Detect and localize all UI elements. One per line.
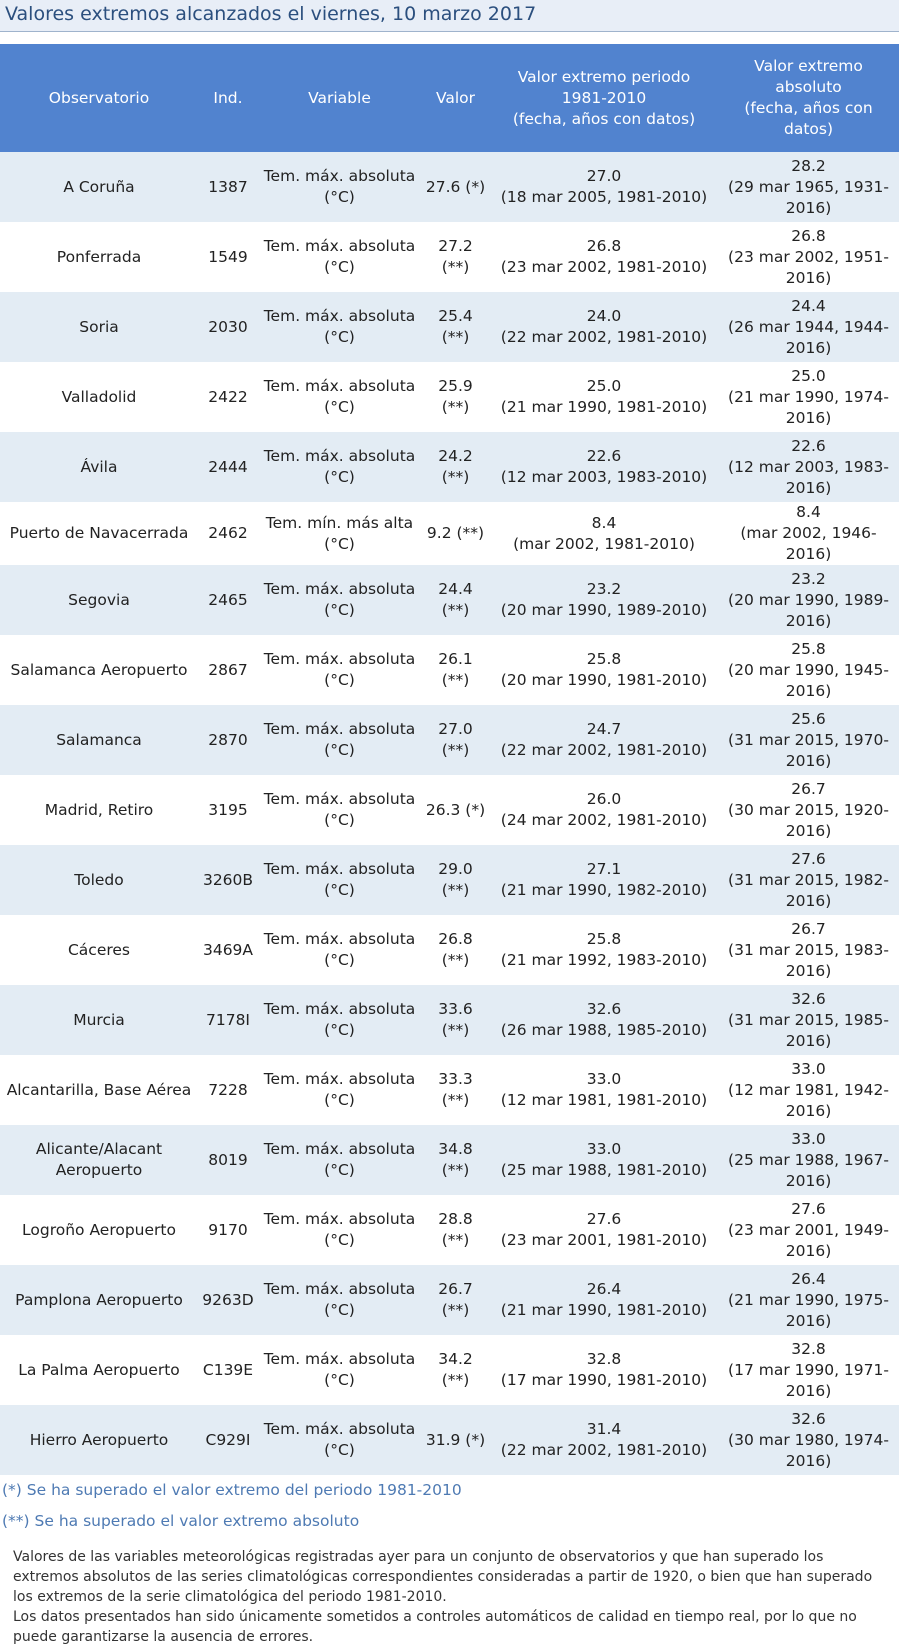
cell-observatorio: Segovia (0, 565, 198, 635)
cell-extremo-absoluto: 22.6 (12 mar 2003, 1983- 2016) (718, 432, 899, 502)
cell-ind: 2465 (198, 565, 258, 635)
cell-valor: 26.8 (**) (421, 915, 490, 985)
table-row (0, 1055, 899, 1125)
cell-observatorio: La Palma Aeropuerto (0, 1335, 198, 1405)
cell-variable: Tem. máx. absoluta (°C) (258, 1195, 421, 1265)
cell-extremo-absoluto: 25.8 (20 mar 1990, 1945- 2016) (718, 635, 899, 705)
cell-extremo-periodo: 24.0 (22 mar 2002, 1981-2010) (490, 292, 718, 362)
cell-valor: 28.8 (**) (421, 1195, 490, 1265)
cell-variable: Tem. máx. absoluta (°C) (258, 362, 421, 432)
cell-extremo-periodo: 26.4 (21 mar 1990, 1981-2010) (490, 1265, 718, 1335)
table-row (0, 1405, 899, 1475)
table-body (0, 152, 899, 1475)
cell-extremo-absoluto: 27.6 (23 mar 2001, 1949- 2016) (718, 1195, 899, 1265)
cell-ind: 2870 (198, 705, 258, 775)
cell-extremo-periodo: 22.6 (12 mar 2003, 1983-2010) (490, 432, 718, 502)
table-row (0, 502, 899, 565)
cell-extremo-periodo: 26.8 (23 mar 2002, 1981-2010) (490, 222, 718, 292)
table-row (0, 985, 899, 1055)
cell-valor: 24.4 (**) (421, 565, 490, 635)
cell-variable: Tem. máx. absoluta (°C) (258, 915, 421, 985)
cell-observatorio: Hierro Aeropuerto (0, 1405, 198, 1475)
cell-variable: Tem. máx. absoluta (°C) (258, 1125, 421, 1195)
cell-valor: 27.2 (**) (421, 222, 490, 292)
cell-valor: 27.6 (*) (421, 152, 490, 222)
cell-variable: Tem. máx. absoluta (°C) (258, 1405, 421, 1475)
cell-ind: C929I (198, 1405, 258, 1475)
cell-variable: Tem. máx. absoluta (°C) (258, 985, 421, 1055)
cell-valor: 24.2 (**) (421, 432, 490, 502)
extremes-table (0, 44, 899, 1475)
cell-observatorio: Logroño Aeropuerto (0, 1195, 198, 1265)
cell-extremo-periodo: 27.0 (18 mar 2005, 1981-2010) (490, 152, 718, 222)
cell-extremo-periodo: 23.2 (20 mar 1990, 1989-2010) (490, 565, 718, 635)
table-row (0, 152, 899, 222)
cell-variable: Tem. máx. absoluta (°C) (258, 775, 421, 845)
cell-ind: 2422 (198, 362, 258, 432)
cell-extremo-absoluto: 23.2 (20 mar 1990, 1989- 2016) (718, 565, 899, 635)
cell-extremo-absoluto: 27.6 (31 mar 2015, 1982- 2016) (718, 845, 899, 915)
cell-valor: 34.8 (**) (421, 1125, 490, 1195)
cell-valor: 29.0 (**) (421, 845, 490, 915)
table-row (0, 775, 899, 845)
note-single-asterisk: (*) Se ha superado el valor extremo del periodo 1981-2010 (2, 1481, 462, 1499)
cell-extremo-periodo: 32.8 (17 mar 1990, 1981-2010) (490, 1335, 718, 1405)
table-row (0, 432, 899, 502)
cell-ind: 2030 (198, 292, 258, 362)
legend-notes (0, 1475, 899, 1537)
header-ind: Ind. (198, 44, 258, 152)
cell-extremo-periodo: 31.4 (22 mar 2002, 1981-2010) (490, 1405, 718, 1475)
cell-ind: 7228 (198, 1055, 258, 1125)
cell-variable: Tem. máx. absoluta (°C) (258, 292, 421, 362)
cell-observatorio: Ponferrada (0, 222, 198, 292)
cell-valor: 9.2 (**) (421, 502, 490, 565)
cell-valor: 27.0 (**) (421, 705, 490, 775)
header-absoluto: Valor extremo absoluto (fecha, años con datos) (718, 44, 899, 152)
cell-valor: 26.1 (**) (421, 635, 490, 705)
cell-extremo-periodo: 25.8 (21 mar 1992, 1983-2010) (490, 915, 718, 985)
cell-observatorio: Alcantarilla, Base Aérea (0, 1055, 198, 1125)
table-row (0, 915, 899, 985)
table-row (0, 1125, 899, 1195)
cell-ind: 2867 (198, 635, 258, 705)
cell-extremo-periodo: 33.0 (25 mar 1988, 1981-2010) (490, 1125, 718, 1195)
note-double-asterisk: (**) Se ha superado el valor extremo absoluto (2, 1512, 360, 1530)
header-valor: Valor (421, 44, 490, 152)
table-row (0, 1335, 899, 1405)
cell-ind: 2462 (198, 502, 258, 565)
cell-extremo-absoluto: 33.0 (12 mar 1981, 1942- 2016) (718, 1055, 899, 1125)
table-row (0, 635, 899, 705)
cell-ind: 7178I (198, 985, 258, 1055)
cell-observatorio: Madrid, Retiro (0, 775, 198, 845)
cell-extremo-periodo: 25.8 (20 mar 1990, 1981-2010) (490, 635, 718, 705)
cell-extremo-periodo: 27.1 (21 mar 1990, 1982-2010) (490, 845, 718, 915)
cell-variable: Tem. máx. absoluta (°C) (258, 1265, 421, 1335)
cell-variable: Tem. máx. absoluta (°C) (258, 845, 421, 915)
cell-ind: 1549 (198, 222, 258, 292)
cell-observatorio: Salamanca (0, 705, 198, 775)
table-row (0, 292, 899, 362)
table-header (0, 44, 899, 152)
cell-ind: 3260B (198, 845, 258, 915)
table-row (0, 222, 899, 292)
cell-observatorio: Toledo (0, 845, 198, 915)
cell-extremo-absoluto: 33.0 (25 mar 1988, 1967- 2016) (718, 1125, 899, 1195)
cell-ind: 2444 (198, 432, 258, 502)
table-row (0, 565, 899, 635)
cell-extremo-absoluto: 26.8 (23 mar 2002, 1951- 2016) (718, 222, 899, 292)
cell-valor: 26.3 (*) (421, 775, 490, 845)
cell-extremo-periodo: 33.0 (12 mar 1981, 1981-2010) (490, 1055, 718, 1125)
cell-extremo-absoluto: 26.7 (30 mar 2015, 1920- 2016) (718, 775, 899, 845)
cell-observatorio: Cáceres (0, 915, 198, 985)
table-row (0, 705, 899, 775)
header-variable: Variable (258, 44, 421, 152)
cell-extremo-absoluto: 24.4 (26 mar 1944, 1944- 2016) (718, 292, 899, 362)
cell-variable: Tem. máx. absoluta (°C) (258, 705, 421, 775)
cell-observatorio: Ávila (0, 432, 198, 502)
cell-variable: Tem. máx. absoluta (°C) (258, 565, 421, 635)
cell-observatorio: Puerto de Navacerrada (0, 502, 198, 565)
cell-valor: 33.6 (**) (421, 985, 490, 1055)
cell-ind: C139E (198, 1335, 258, 1405)
table-row (0, 362, 899, 432)
cell-observatorio: A Coruña (0, 152, 198, 222)
cell-extremo-absoluto: 28.2 (29 mar 1965, 1931- 2016) (718, 152, 899, 222)
cell-extremo-periodo: 27.6 (23 mar 2001, 1981-2010) (490, 1195, 718, 1265)
cell-extremo-periodo: 25.0 (21 mar 1990, 1981-2010) (490, 362, 718, 432)
cell-ind: 1387 (198, 152, 258, 222)
cell-variable: Tem. máx. absoluta (°C) (258, 1055, 421, 1125)
cell-ind: 8019 (198, 1125, 258, 1195)
cell-extremo-absoluto: 8.4 (mar 2002, 1946-2016) (718, 502, 899, 565)
cell-observatorio: Soria (0, 292, 198, 362)
cell-extremo-periodo: 26.0 (24 mar 2002, 1981-2010) (490, 775, 718, 845)
cell-ind: 9263D (198, 1265, 258, 1335)
cell-extremo-absoluto: 26.7 (31 mar 2015, 1983- 2016) (718, 915, 899, 985)
cell-extremo-absoluto: 32.6 (30 mar 1980, 1974- 2016) (718, 1405, 899, 1475)
cell-extremo-periodo: 24.7 (22 mar 2002, 1981-2010) (490, 705, 718, 775)
footer-paragraph: Los datos presentados han sido únicamente sometidos a controles automáticos de calidad en tiempo real, por lo que no puede garantizarse la ausencia de errores. (13, 1609, 857, 1645)
footer-paragraph: Valores de las variables meteorológicas registradas ayer para un conjunto de observatorios y que han superado los extremos absolutos de las series climatológicas correspondientes consideradas a partir de 1920, o bien que han superado los extremos de la serie climatológica del periodo 1981-2010. (13, 1549, 873, 1605)
cell-extremo-absoluto: 32.8 (17 mar 1990, 1971- 2016) (718, 1335, 899, 1405)
footer-text (0, 1543, 899, 1647)
table-row (0, 1195, 899, 1265)
cell-valor: 31.9 (*) (421, 1405, 490, 1475)
cell-extremo-periodo: 8.4 (mar 2002, 1981-2010) (490, 502, 718, 565)
header-observatorio: Observatorio (0, 44, 198, 152)
table-row (0, 845, 899, 915)
cell-valor: 26.7 (**) (421, 1265, 490, 1335)
cell-ind: 9170 (198, 1195, 258, 1265)
cell-extremo-absoluto: 32.6 (31 mar 2015, 1985- 2016) (718, 985, 899, 1055)
cell-variable: Tem. máx. absoluta (°C) (258, 432, 421, 502)
cell-valor: 25.9 (**) (421, 362, 490, 432)
cell-extremo-absoluto: 25.6 (31 mar 2015, 1970- 2016) (718, 705, 899, 775)
cell-observatorio: Murcia (0, 985, 198, 1055)
cell-valor: 33.3 (**) (421, 1055, 490, 1125)
table-row (0, 1265, 899, 1335)
cell-observatorio: Valladolid (0, 362, 198, 432)
cell-observatorio: Pamplona Aeropuerto (0, 1265, 198, 1335)
cell-observatorio: Salamanca Aeropuerto (0, 635, 198, 705)
cell-variable: Tem. máx. absoluta (°C) (258, 152, 421, 222)
page-title: Valores extremos alcanzados el viernes, 10 marzo 2017 (0, 0, 899, 32)
header-periodo: Valor extremo periodo 1981-2010 (fecha, años con datos) (490, 44, 718, 152)
cell-observatorio: Alicante/Alacant Aeropuerto (0, 1125, 198, 1195)
cell-ind: 3469A (198, 915, 258, 985)
cell-extremo-absoluto: 25.0 (21 mar 1990, 1974- 2016) (718, 362, 899, 432)
cell-valor: 25.4 (**) (421, 292, 490, 362)
cell-variable: Tem. máx. absoluta (°C) (258, 635, 421, 705)
cell-valor: 34.2 (**) (421, 1335, 490, 1405)
cell-variable: Tem. mín. más alta (°C) (258, 502, 421, 565)
cell-extremo-absoluto: 26.4 (21 mar 1990, 1975- 2016) (718, 1265, 899, 1335)
cell-ind: 3195 (198, 775, 258, 845)
cell-extremo-periodo: 32.6 (26 mar 1988, 1985-2010) (490, 985, 718, 1055)
cell-variable: Tem. máx. absoluta (°C) (258, 1335, 421, 1405)
cell-variable: Tem. máx. absoluta (°C) (258, 222, 421, 292)
